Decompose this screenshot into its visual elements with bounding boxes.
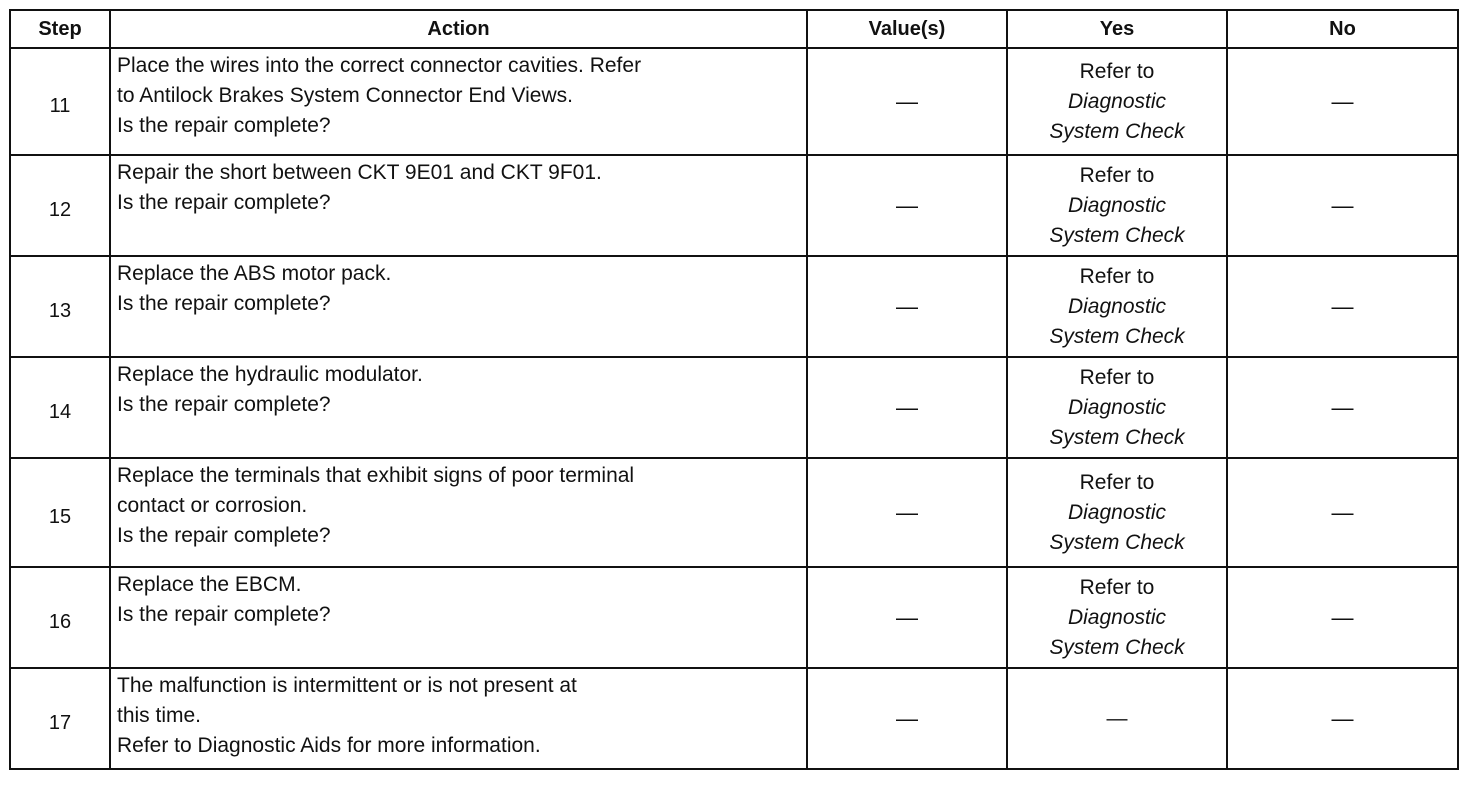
step-cell: 16 [10,567,110,668]
action-line: Repair the short between CKT 9E01 and CKT 9F01. [117,161,602,184]
action-cell [110,458,807,567]
value-cell: — [807,155,1007,256]
yes-diag-1: Diagnostic [1067,193,1167,217]
header-row [10,10,1458,48]
value-cell: — [807,48,1007,155]
yes-ref: Refer to [1079,163,1155,187]
yes-cell [1007,567,1227,668]
yes-cell [1007,668,1227,769]
header-yes: Yes [1007,10,1227,48]
step-cell: 15 [10,458,110,567]
no-cell: — [1227,357,1458,458]
no-cell: — [1227,668,1458,769]
action-line: Is the repair complete? [117,114,331,137]
table-row [10,256,1458,357]
yes-diag-1: Diagnostic [1067,89,1167,113]
value-cell: — [807,567,1007,668]
table-row [10,567,1458,668]
yes-diag-2: System Check [1049,530,1185,554]
diagnostic-table-container [9,9,1457,770]
action-cell [110,48,807,155]
step-cell: 11 [10,48,110,155]
no-cell: — [1227,458,1458,567]
table-row [10,357,1458,458]
diagnostic-table [9,9,1459,770]
action-line: Is the repair complete? [117,603,331,626]
yes-ref: Refer to [1079,470,1155,494]
yes-cell [1007,256,1227,357]
value-cell: — [807,668,1007,769]
action-line: The malfunction is intermittent or is not present at [117,674,577,697]
no-cell: — [1227,155,1458,256]
yes-ref: Refer to [1079,59,1155,83]
action-cell [110,668,807,769]
value-cell: — [807,357,1007,458]
yes-diag-1: Diagnostic [1067,500,1167,524]
no-cell: — [1227,567,1458,668]
action-cell [110,567,807,668]
yes-diag-2: System Check [1049,223,1185,247]
action-cell [110,357,807,458]
yes-cell [1007,48,1227,155]
table-row [10,458,1458,567]
action-line: contact or corrosion. [117,494,308,517]
table-row [10,48,1458,155]
header-no: No [1227,10,1458,48]
action-line: Is the repair complete? [117,524,331,547]
action-cell [110,256,807,357]
yes-diag-2: System Check [1049,119,1185,143]
yes-diag-2: System Check [1049,324,1185,348]
yes-ref: Refer to [1079,575,1155,599]
yes-ref: — [1106,706,1128,730]
header-values: Value(s) [807,10,1007,48]
yes-ref: Refer to [1079,264,1155,288]
value-cell: — [807,458,1007,567]
action-line: Is the repair complete? [117,292,331,315]
action-line: Replace the ABS motor pack. [117,262,392,285]
no-cell: — [1227,256,1458,357]
step-cell: 12 [10,155,110,256]
yes-cell [1007,458,1227,567]
yes-diag-1: Diagnostic [1067,605,1167,629]
header-action: Action [110,10,807,48]
action-line: this time. [117,704,202,727]
yes-cell [1007,357,1227,458]
action-line: Replace the EBCM. [117,573,302,596]
yes-ref: Refer to [1079,365,1155,389]
no-cell: — [1227,48,1458,155]
yes-cell [1007,155,1227,256]
action-line: Is the repair complete? [117,191,331,214]
step-cell: 14 [10,357,110,458]
action-line: Replace the terminals that exhibit signs of poor terminal [117,464,635,487]
action-line: Replace the hydraulic modulator. [117,363,423,386]
table-row [10,668,1458,769]
yes-diag-1: Diagnostic [1067,395,1167,419]
action-cell [110,155,807,256]
yes-diag-1: Diagnostic [1067,294,1167,318]
table-row [10,155,1458,256]
action-line: Refer to Diagnostic Aids for more information. [117,734,541,757]
yes-diag-2: System Check [1049,635,1185,659]
yes-diag-2: System Check [1049,425,1185,449]
step-cell: 17 [10,668,110,769]
header-step: Step [10,10,110,48]
action-line: Is the repair complete? [117,393,331,416]
action-line: Place the wires into the correct connector cavities. Refer [117,54,642,77]
action-line: to Antilock Brakes System Connector End Views. [117,84,573,107]
step-cell: 13 [10,256,110,357]
value-cell: — [807,256,1007,357]
